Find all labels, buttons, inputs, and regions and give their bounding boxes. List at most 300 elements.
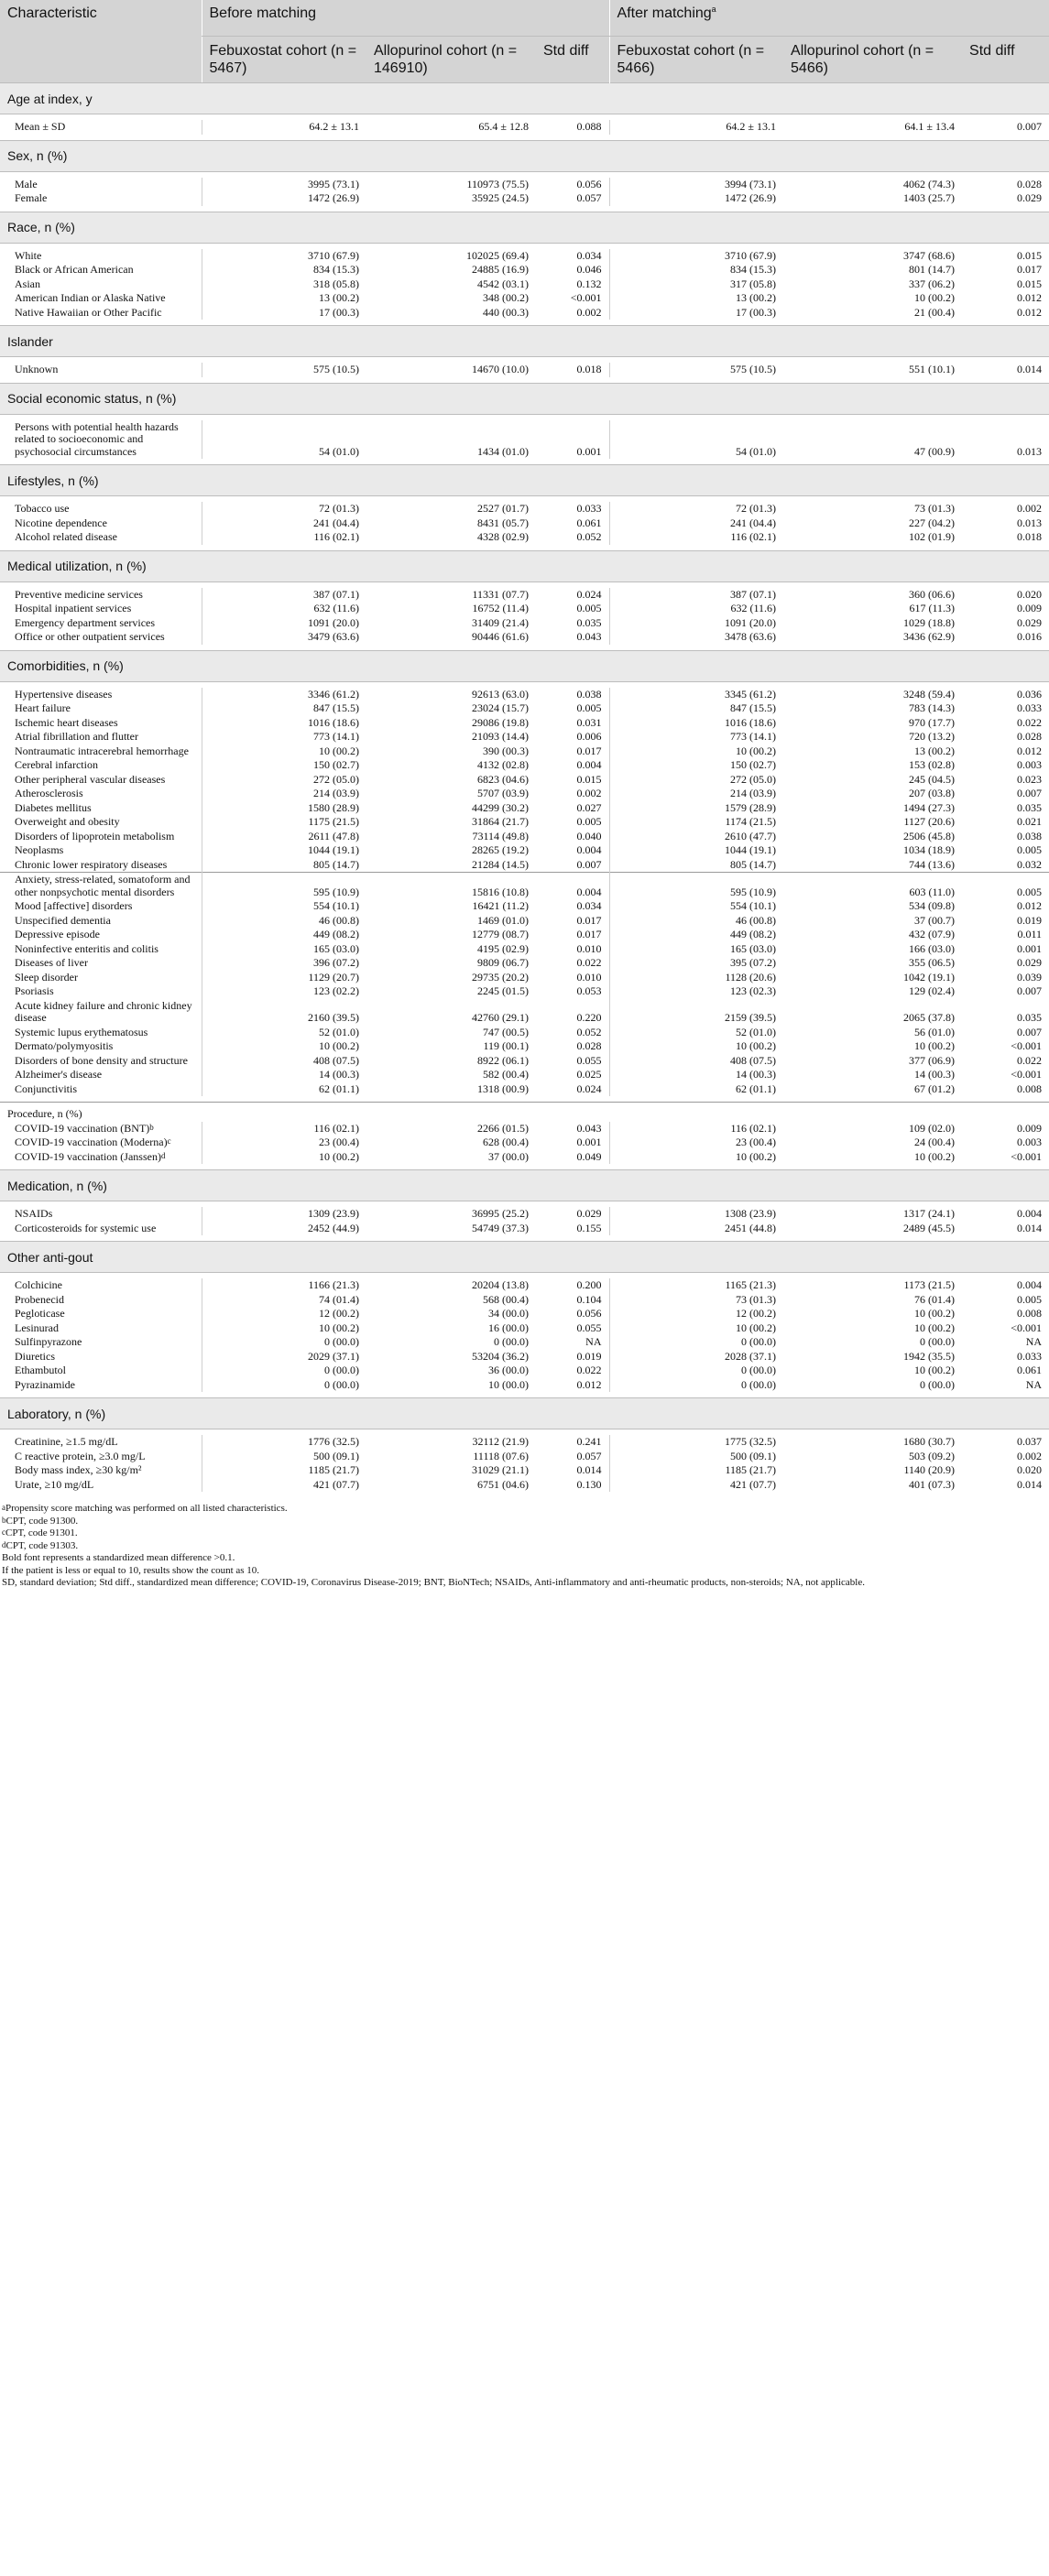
row-label [0,502,202,516]
row-label [0,530,202,545]
footnote [2,1527,1047,1540]
section-row [0,83,1049,114]
value-stddiff-before: 0.006 [576,730,602,743]
row-label [0,1136,202,1150]
row-label-text: Emergency department services [15,615,156,629]
table-row [0,701,1049,716]
row-label [0,616,202,631]
row-label-text: Psoriasis [15,984,54,997]
value-stddiff-after: 0.020 [1017,587,1043,601]
value-allopurinol-after: 73 (01.3) [914,502,956,515]
value-stddiff-after: 0.035 [1017,1011,1043,1024]
value-stddiff-before: 0.155 [576,1221,602,1234]
value-allopurinol-before: 6823 (04.6) [477,772,529,786]
value-allopurinol-after: 1029 (18.8) [903,615,956,629]
row-label-text: Diuretics [15,1349,55,1363]
value-febuxostat-before: 116 (02.1) [202,1122,366,1136]
value-febuxostat-after: 632 (11.6) [609,602,783,616]
value-stddiff-before: 0.053 [576,984,602,997]
value-allopurinol-after: 10 (00.2) [914,1039,956,1052]
row-label-text: Hypertensive diseases [15,687,113,701]
footnote-marker: d [2,1539,6,1549]
value-allopurinol-before: 119 (00.1) [483,1039,529,1052]
value-febuxostat-after: 116 (02.1) [609,530,783,545]
value-febuxostat-after: 595 (10.9) [609,873,783,900]
table-row [0,688,1049,702]
value-febuxostat-after: 575 (10.5) [609,363,783,377]
value-allopurinol-after: 534 (09.8) [909,899,956,912]
value-allopurinol-before: 1469 (01.0) [477,913,529,927]
value-stddiff-after: 0.007 [1017,787,1043,799]
row-label-text: Atrial fibrillation and flutter [15,730,138,743]
value-stddiff-after: 0.037 [1017,1435,1043,1448]
section-title: Islander [0,326,1049,357]
table-row [0,815,1049,830]
value-allopurinol-before: 8922 (06.1) [477,1053,529,1067]
value-febuxostat-before: 847 (15.5) [202,701,366,716]
footnote-text: Bold font represents a standardized mean difference >0.1. [2,1552,235,1563]
row-label [0,873,202,900]
row-label [0,1082,202,1097]
section-row [0,1103,1049,1122]
row-label-text: Pegloticase [15,1307,65,1320]
value-stddiff-before: 0.017 [576,928,602,940]
row-label-text: Sulfinpyrazone [15,1335,82,1348]
value-stddiff-after: 0.017 [1017,263,1043,276]
header-col-stddiff-after: Std diff [962,37,1049,83]
table-row [0,1335,1049,1350]
value-febuxostat-after: 421 (07.7) [609,1478,783,1493]
value-febuxostat-before: 805 (14.7) [202,858,366,873]
value-febuxostat-after: 116 (02.1) [609,1122,783,1136]
value-stddiff-before: 0.046 [576,263,602,276]
value-stddiff-before: 0.019 [576,1349,602,1363]
row-label [0,815,202,830]
value-allopurinol-before: 21093 (14.4) [472,730,529,743]
header-col-stddiff-before: Std diff [536,37,609,83]
footnote [2,1503,1047,1516]
value-allopurinol-before: 36 (00.0) [488,1364,529,1376]
value-stddiff-before: NA [585,1335,602,1348]
table-row [0,984,1049,999]
row-label [0,1150,202,1165]
value-stddiff-after: 0.012 [1017,305,1043,319]
table-row [0,120,1049,135]
row-label [0,630,202,645]
value-febuxostat-after: 241 (04.4) [609,516,783,531]
value-stddiff-after: 0.007 [1017,1025,1043,1038]
row-label [0,999,202,1026]
table-body [0,83,1049,1498]
value-stddiff-after: 0.039 [1017,970,1043,984]
row-label [0,1293,202,1308]
row-label [0,363,202,377]
value-stddiff-before: 0.088 [576,120,602,133]
value-febuxostat-before: 595 (10.9) [202,873,366,900]
section-row [0,550,1049,582]
value-stddiff-before: 0.027 [576,800,602,814]
value-allopurinol-before: 31864 (21.7) [472,815,529,828]
value-stddiff-after: 0.002 [1017,1449,1043,1462]
value-stddiff-before: 0.001 [576,444,602,458]
value-febuxostat-before: 500 (09.1) [202,1450,366,1464]
value-allopurinol-after: 102 (01.9) [909,530,956,543]
row-label [0,178,202,192]
value-allopurinol-before: 28265 (19.2) [472,843,529,856]
section-row [0,465,1049,496]
value-stddiff-before: 0.130 [576,1477,602,1491]
value-stddiff-before: 0.057 [576,1449,602,1462]
value-allopurinol-after: 10 (00.2) [914,1307,956,1320]
section-title: Medication, n (%) [0,1170,1049,1201]
table-row [0,363,1049,377]
value-stddiff-before: 0.007 [576,857,602,871]
footnote-marker: d [160,1150,166,1160]
value-febuxostat-before: 13 (00.2) [202,291,366,306]
header-col-febuxostat-after: Febuxostat cohort (n = 5466) [609,37,783,83]
table-row [0,1222,1049,1236]
row-label-text: Systemic lupus erythematosus [15,1025,148,1038]
value-febuxostat-before: 421 (07.7) [202,1478,366,1493]
value-febuxostat-after: 2451 (44.8) [609,1222,783,1236]
table-row [0,942,1049,957]
value-stddiff-before: 0.002 [576,787,602,799]
row-label [0,716,202,731]
value-stddiff-before: 0.200 [576,1278,602,1291]
row-label-text: Native Hawaiian or Other Pacific [15,305,162,319]
value-febuxostat-before: 74 (01.4) [202,1293,366,1308]
table-row [0,1054,1049,1069]
value-febuxostat-before: 1472 (26.9) [202,191,366,206]
value-stddiff-before: 0.001 [576,1136,602,1148]
row-label [0,1350,202,1364]
row-label-text: Persons with potential health hazards related to socioeconomic and psychosocial circumstances [15,419,179,458]
section-row [0,212,1049,243]
table-row [0,999,1049,1026]
value-febuxostat-before: 632 (11.6) [202,602,366,616]
value-febuxostat-after: 10 (00.2) [609,1039,783,1054]
value-febuxostat-after: 0 (00.0) [609,1335,783,1350]
value-allopurinol-after: 10 (00.2) [914,1364,956,1376]
value-allopurinol-before: 8431 (05.7) [477,516,529,529]
value-stddiff-after: 0.013 [1017,516,1043,529]
row-label-text: Acute kidney failure and chronic kidney disease [15,998,192,1024]
value-allopurinol-before: 2245 (01.5) [477,984,529,997]
value-febuxostat-after: 150 (02.7) [609,758,783,773]
value-stddiff-before: <0.001 [570,291,602,304]
value-stddiff-after: 0.016 [1017,630,1043,643]
value-febuxostat-after: 1128 (20.6) [609,971,783,985]
value-febuxostat-after: 834 (15.3) [609,263,783,277]
value-febuxostat-before: 150 (02.7) [202,758,366,773]
value-febuxostat-after: 1185 (21.7) [609,1463,783,1478]
value-allopurinol-after: 10 (00.2) [914,1321,956,1334]
header-after-label: After matching [617,5,712,21]
value-febuxostat-before: 3995 (73.1) [202,178,366,192]
table-row [0,1463,1049,1478]
table-row [0,178,1049,192]
value-allopurinol-after: 1173 (21.5) [903,1278,956,1291]
row-label-text: Hospital inpatient services [15,602,132,614]
table-row [0,787,1049,801]
value-allopurinol-before: 16421 (11.2) [472,899,529,912]
value-allopurinol-after: 3248 (59.4) [903,687,956,701]
value-stddiff-before: 0.057 [576,191,602,204]
value-allopurinol-before: 37 (00.0) [488,1149,529,1163]
value-febuxostat-before: 1175 (21.5) [202,815,366,830]
row-label [0,701,202,716]
table-row [0,1293,1049,1308]
table-row [0,616,1049,631]
value-stddiff-after: 0.019 [1017,913,1043,927]
value-allopurinol-before: 582 (00.4) [483,1068,529,1081]
value-febuxostat-before: 554 (10.1) [202,899,366,914]
value-allopurinol-after: 360 (06.6) [909,587,956,601]
row-label-text: Office or other outpatient services [15,630,165,643]
value-stddiff-before: 0.025 [576,1068,602,1081]
value-allopurinol-after: 67 (01.2) [914,1081,956,1095]
value-allopurinol-before: 4328 (02.9) [477,530,529,543]
row-label-text: C reactive protein, ≥3.0 mg/L [15,1449,146,1462]
value-stddiff-before: 0.024 [576,1081,602,1095]
row-label [0,730,202,745]
section-row [0,383,1049,414]
value-allopurinol-after: 432 (07.9) [909,928,956,940]
value-allopurinol-after: 720 (13.2) [909,730,956,743]
value-allopurinol-before: 16752 (11.4) [472,602,529,614]
value-stddiff-before: 0.034 [576,899,602,912]
value-febuxostat-after: 1579 (28.9) [609,801,783,816]
table-row [0,801,1049,816]
row-label-text: Black or African American [15,263,134,276]
value-stddiff-before: 0.004 [536,873,609,900]
value-allopurinol-after: 1127 (20.6) [903,815,956,828]
value-stddiff-after: 0.014 [1017,1221,1043,1234]
row-label [0,263,202,277]
table-row [0,291,1049,306]
value-allopurinol-before: 20204 (13.8) [472,1278,529,1291]
value-stddiff-before: 0.055 [576,1053,602,1067]
value-allopurinol-after: 153 (02.8) [909,758,956,771]
row-label [0,1307,202,1321]
row-label [0,914,202,929]
value-stddiff-after: <0.001 [1011,1321,1043,1334]
value-febuxostat-before: 214 (03.9) [202,787,366,801]
value-allopurinol-before: 5707 (03.9) [477,787,529,799]
table-row [0,730,1049,745]
table-row [0,1364,1049,1378]
value-febuxostat-before: 1580 (28.9) [202,801,366,816]
table-row [0,1082,1049,1097]
section-title: Laboratory, n (%) [0,1398,1049,1429]
row-label [0,688,202,702]
value-febuxostat-before: 408 (07.5) [202,1054,366,1069]
table-row [0,1307,1049,1321]
value-allopurinol-before: 110973 (75.5) [466,177,529,190]
value-febuxostat-before: 46 (00.8) [202,914,366,929]
row-label [0,858,202,873]
value-allopurinol-after: 355 (06.5) [909,956,956,969]
value-febuxostat-before: 3479 (63.6) [202,630,366,645]
table-row [0,745,1049,759]
value-febuxostat-after: 0 (00.0) [609,1364,783,1378]
value-stddiff-after: 0.021 [1017,815,1043,828]
row-label-text: American Indian or Alaska Native [15,291,166,304]
row-label [0,1478,202,1493]
footnote-marker: b [2,1515,6,1525]
value-allopurinol-after: 2065 (37.8) [903,1011,956,1024]
value-febuxostat-after: 23 (00.4) [609,1136,783,1150]
table-row [0,843,1049,858]
value-stddiff-before: 0.132 [576,277,602,290]
value-allopurinol-after: 1403 (25.7) [903,191,956,204]
value-allopurinol-after: 24 (00.4) [914,1136,956,1148]
value-stddiff-before: 0.035 [576,615,602,629]
value-febuxostat-after: 54 (01.0) [609,420,783,460]
row-label [0,830,202,844]
value-febuxostat-before: 1776 (32.5) [202,1435,366,1450]
value-allopurinol-after: 166 (03.0) [909,941,956,955]
row-label [0,306,202,321]
value-febuxostat-after: 1174 (21.5) [609,815,783,830]
value-allopurinol-before: 628 (00.4) [483,1136,529,1148]
row-label-text: Other peripheral vascular diseases [15,772,166,786]
value-febuxostat-after: 3345 (61.2) [609,688,783,702]
row-label-text: NSAIDs [15,1207,53,1220]
value-stddiff-before: 0.002 [576,305,602,319]
value-febuxostat-after: 214 (03.9) [609,787,783,801]
value-allopurinol-before: 747 (00.5) [483,1025,529,1038]
row-label-text: COVID-19 vaccination (Janssen) [15,1149,161,1163]
row-label-text: Urate, ≥10 mg/dL [15,1477,94,1491]
value-allopurinol-before: 10 (00.0) [488,1377,529,1391]
value-allopurinol-after: 1317 (24.1) [903,1207,956,1220]
value-febuxostat-before: 1016 (18.6) [202,716,366,731]
row-label-text: Alzheimer's disease [15,1068,103,1081]
value-febuxostat-after: 73 (01.3) [609,1293,783,1308]
value-allopurinol-after: 744 (13.6) [909,857,956,871]
section-row [0,1398,1049,1429]
value-febuxostat-before: 2452 (44.9) [202,1222,366,1236]
value-stddiff-after: 0.014 [1017,1477,1043,1491]
value-febuxostat-before: 0 (00.0) [202,1335,366,1350]
value-stddiff-before: 0.056 [576,177,602,190]
value-allopurinol-before: 12779 (08.7) [472,928,529,940]
value-stddiff-after: 0.012 [1017,899,1043,912]
table-row [0,1068,1049,1082]
section-title: Sex, n (%) [0,140,1049,171]
row-label-text: Nontraumatic intracerebral hemorrhage [15,744,189,757]
value-allopurinol-before: 11118 (07.6) [473,1449,529,1462]
value-stddiff-after: 0.003 [1017,758,1043,771]
value-febuxostat-after: 0 (00.0) [609,1378,783,1393]
header-col-allopurinol-before: Allopurinol cohort (n = 146910) [366,37,536,83]
row-label-text: Female [15,191,48,204]
value-allopurinol-after: 10 (00.2) [914,291,956,304]
value-allopurinol-before: 14670 (10.0) [472,363,529,375]
row-label-text: Neoplasms [15,843,64,856]
value-stddiff-after: 0.012 [1017,744,1043,757]
value-febuxostat-before: 10 (00.2) [202,745,366,759]
footnotes [0,1497,1049,1590]
value-febuxostat-before: 116 (02.1) [202,530,366,545]
value-stddiff-before: 0.052 [576,530,602,543]
table-row [0,873,1049,900]
value-allopurinol-before: 390 (00.3) [483,744,529,757]
footnote-marker: b [149,1122,154,1132]
row-label-text: Preventive medicine services [15,587,143,601]
value-febuxostat-before: 2611 (47.8) [202,830,366,844]
row-label-text: Male [15,177,38,190]
value-allopurinol-before: 568 (00.4) [483,1292,529,1306]
value-febuxostat-before: 575 (10.5) [202,363,366,377]
footnote-text: If the patient is less or equal to 10, results show the count as 10. [2,1564,260,1576]
value-stddiff-before: 0.055 [576,1321,602,1334]
row-label-text: Dermato/polymyositis [15,1039,114,1052]
row-label-text: Diabetes mellitus [15,800,92,814]
row-label-text: Mean ± SD [15,120,66,133]
value-febuxostat-before: 1129 (20.7) [202,971,366,985]
value-febuxostat-after: 1165 (21.3) [609,1278,783,1293]
value-stddiff-before: 0.022 [576,1364,602,1376]
value-febuxostat-after: 387 (07.1) [609,588,783,603]
value-allopurinol-after: 10 (00.2) [914,1149,956,1163]
value-febuxostat-after: 10 (00.2) [609,1150,783,1165]
row-label-text: White [15,248,42,262]
value-stddiff-after: 0.036 [1017,687,1043,701]
value-stddiff-before: 0.241 [576,1435,602,1448]
value-allopurinol-after: 207 (03.8) [909,787,956,799]
value-allopurinol-before: 11331 (07.7) [472,587,529,601]
table-row [0,928,1049,942]
value-stddiff-before: 0.038 [576,687,602,701]
value-stddiff-after: 0.028 [1017,730,1043,743]
value-stddiff-before: 0.104 [576,1292,602,1306]
table-row [0,1039,1049,1054]
value-stddiff-after: 0.004 [1017,1207,1043,1220]
row-label [0,758,202,773]
value-febuxostat-before: 2160 (39.5) [202,999,366,1026]
row-label-text: Colchicine [15,1278,62,1291]
value-stddiff-before: 0.043 [576,1121,602,1135]
value-allopurinol-before: 0 (00.0) [494,1335,529,1348]
section-title: Medical utilization, n (%) [0,550,1049,582]
row-label-text: COVID-19 vaccination (Moderna) [15,1136,168,1148]
value-allopurinol-after: 47 (00.9) [914,444,956,458]
table-row [0,1278,1049,1293]
value-stddiff-after: 0.013 [1017,444,1043,458]
value-allopurinol-before: 29735 (20.2) [472,970,529,984]
value-stddiff-after: 0.033 [1017,1349,1043,1363]
table-row [0,1350,1049,1364]
value-febuxostat-before: 1091 (20.0) [202,616,366,631]
table-row [0,306,1049,321]
value-stddiff-after: 0.003 [1017,1136,1043,1148]
value-allopurinol-before: 35925 (24.5) [472,191,529,204]
value-febuxostat-after: 805 (14.7) [609,858,783,873]
value-allopurinol-before: 4195 (02.9) [477,941,529,955]
value-stddiff-before: 0.005 [576,815,602,828]
row-label-text: Alcohol related disease [15,530,117,543]
value-stddiff-before: 0.033 [576,502,602,515]
value-febuxostat-before: 1309 (23.9) [202,1207,366,1222]
value-allopurinol-after: 14 (00.3) [914,1068,956,1081]
value-stddiff-after: 0.035 [1017,800,1043,814]
value-stddiff-after: 0.009 [1017,602,1043,614]
row-label [0,843,202,858]
value-febuxostat-after: 272 (05.0) [609,773,783,788]
value-febuxostat-after: 1091 (20.0) [609,616,783,631]
